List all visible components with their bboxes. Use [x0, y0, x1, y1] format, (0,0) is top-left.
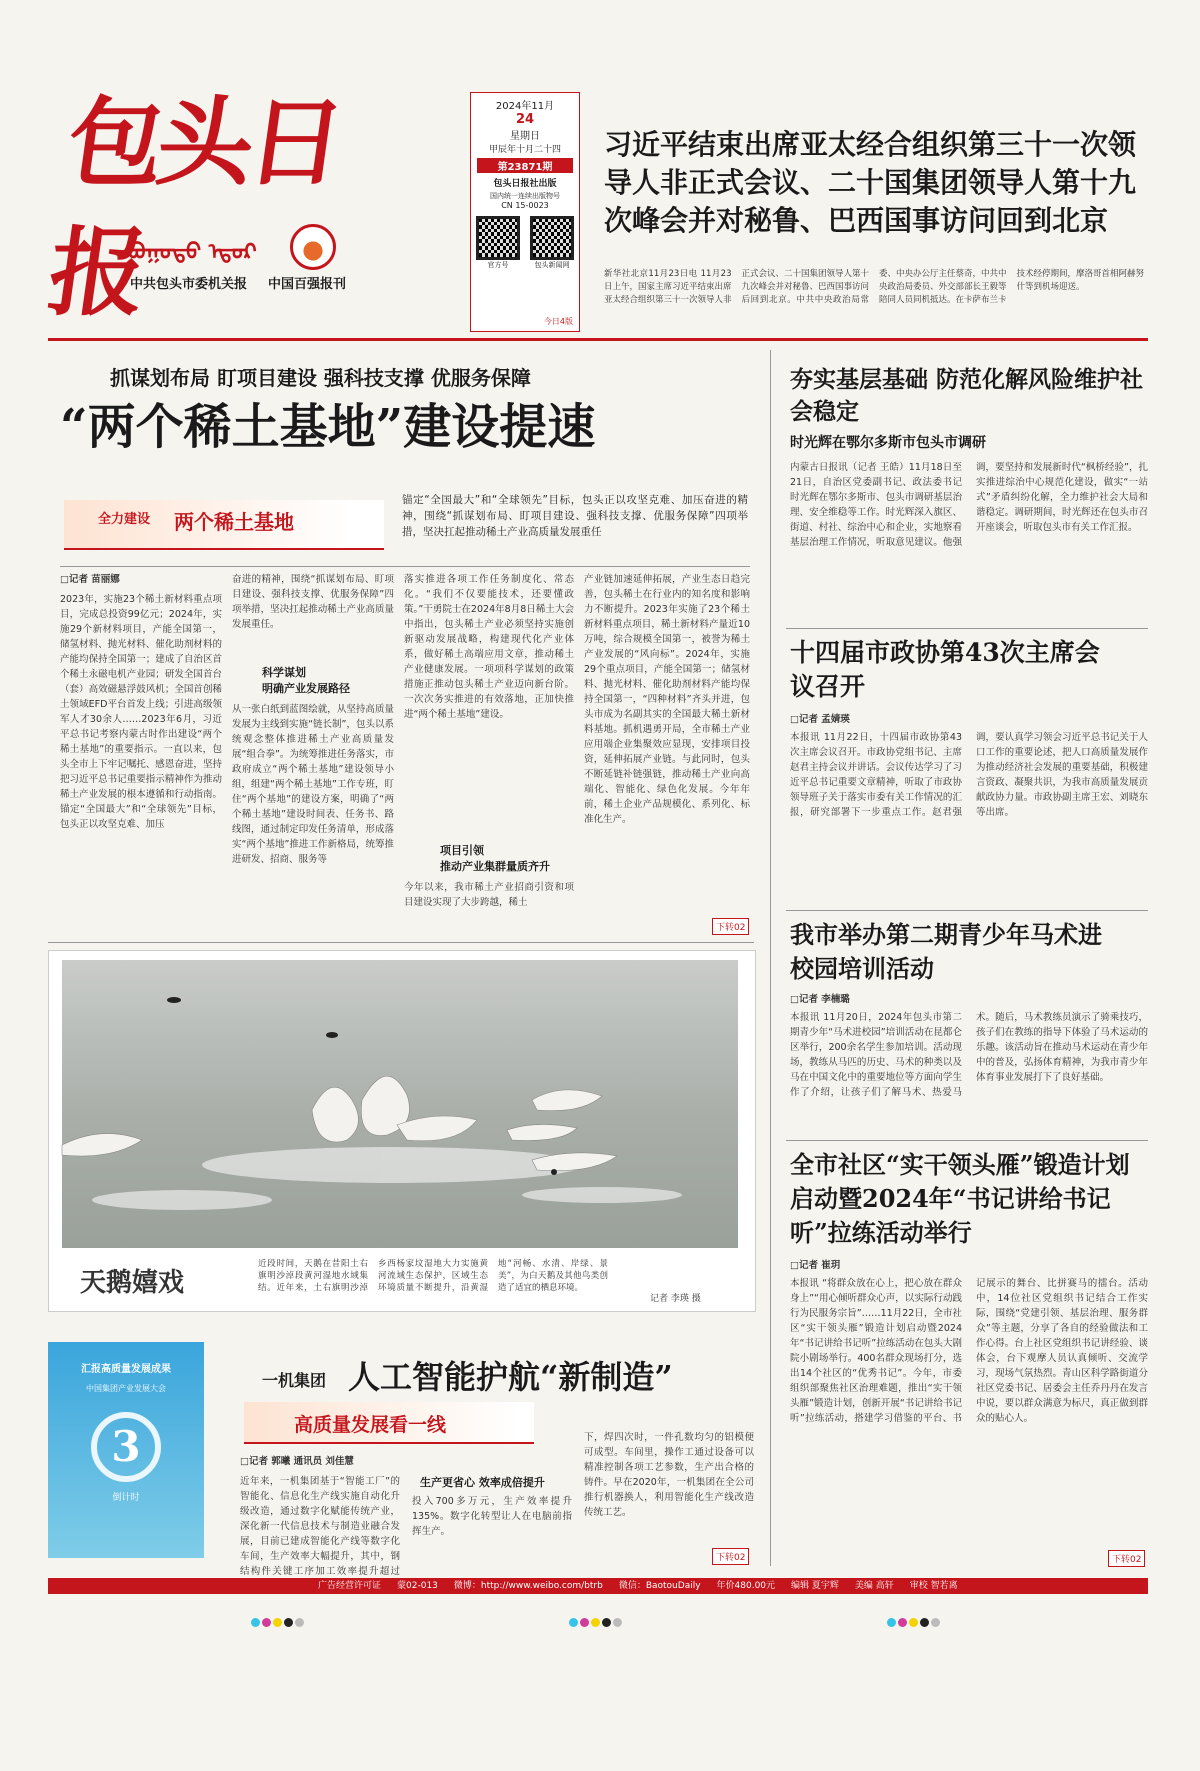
swan-photo[interactable]	[62, 960, 738, 1248]
lead-byline: □记者 苗丽娜	[60, 574, 120, 585]
lead-jump-link[interactable]: 下转02	[712, 918, 749, 935]
lead-banner-title: 两个稀土基地	[174, 510, 294, 534]
ai-story-kicker: 一机集团	[262, 1371, 327, 1390]
footer-wechat[interactable]: 微信：BaotouDaily	[618, 1581, 701, 1591]
footer-art: 美编 高轩	[854, 1581, 894, 1591]
issue-code-line1: 国内统一连续出版物号	[490, 192, 560, 200]
lead-column-3b: 今年以来，我市稀土产业招商引资和项目建设实现了大步跨越，稀土	[404, 882, 574, 908]
right-divider-1	[786, 628, 1148, 629]
masthead-logo: 包头日报	[41, 86, 347, 329]
issue-weekday: 星期日	[510, 131, 540, 142]
right4-headline[interactable]: 全市社区“实干领头雁”锻造计划启动暨2024年“书记讲给书记听”拉练活动举行	[790, 1150, 1130, 1247]
lead-column-1: 2023年，实施23个稀土新材料重点项目，完成总投资99亿元；2024年，实施29个新材料项目，产能全国第一，储氢材料、抛光材料、催化助剂材料的产能均保持全国第一；建成了自治区首个稀土永磁电机产业园；研发全国首台（套）高效磁悬浮鼓风机；全国首创稀土领域EFD平台首发上线；引进高级领军人才30余人……2023年6月，习近平总书记考察内蒙古时作出建设“两个稀土基地”的重要指示。一直以来，包头全市上下牢记嘱托、感恩奋进，坚持把习近平总书记重要指示精神作为推动稀土产业发展的根本遵循和行动指南。锚定“全国最大”和“全球领先”目标，包头正以攻坚克难、加压	[60, 594, 222, 830]
footer-proof: 审校 智若离	[909, 1581, 958, 1591]
ai-story-headline[interactable]: 人工智能护航“新制造”	[348, 1358, 673, 1396]
right3-headline[interactable]: 我市举办第二期青少年马术进校园培训活动	[790, 920, 1102, 983]
right-divider-3	[786, 1140, 1148, 1141]
issue-day: 24	[515, 112, 535, 127]
masthead-subtitle-right: 中国百强报刊	[268, 277, 347, 292]
ai-story-banner	[244, 1402, 534, 1444]
ai-story-jump-link[interactable]: 下转02	[712, 1548, 749, 1565]
lead-column-3: 落实推进各项工作任务制度化、常态化。“我们不仅要能技术，还要懂政策。”干勇院士在2024年8月8日稀土大会中指出，包头稀土产业必须坚持实施创新驱动发展战略，构建现代化产业体系，做好稀土高端应用文章，推动稀土产业健康发展。一项项科学谋划的政策措施正推动包头稀土产业迈向新台阶。一次次务实推进的有效落地，正加快推进“两个稀土基地”建设。	[404, 574, 574, 720]
issue-code-line2: CN 15-0023	[501, 201, 549, 210]
lead-intro-divider	[60, 566, 750, 567]
promo-number: 3	[111, 1422, 141, 1471]
footer-editor: 编辑 夏宇辉	[791, 1581, 839, 1591]
ai-story-banner-label: 高质量发展看一线	[294, 1414, 447, 1436]
photo-credit: 记者 李瑛 摄	[650, 1294, 701, 1304]
lead-subhead-2b: 推动产业集群量质齐升	[440, 860, 550, 873]
lead-subhead-1b: 明确产业发展路径	[262, 682, 350, 695]
promo-subtitle: 中国集团产业发展大会	[86, 1384, 166, 1393]
right-divider-2	[786, 910, 1148, 911]
right2-headline[interactable]: 十四届市政协第43次主席会议召开	[790, 638, 1100, 701]
issue-year-month: 2024年11月	[495, 101, 555, 112]
issue-infobox	[470, 92, 580, 332]
top-story-headline[interactable]: 习近平结束出席亚太经合组织第三十一次领导人非正式会议、二十国集团领导人第十九次峰会并对秘鲁、巴西国事访问回到北京	[604, 128, 1137, 237]
masthead-mongolian: ᠪᠣᠭᠣᠲᠣ ᠡᠳᠦᠷ	[128, 240, 257, 265]
footer-price: 年价480.00元	[716, 1581, 776, 1591]
footer-permit: 蒙02-013	[397, 1581, 438, 1591]
qr2-label: 包头新闻网	[534, 261, 570, 269]
lead-subhead-1: 科学谋划	[262, 666, 306, 679]
qr1-label: 官方号	[487, 261, 509, 269]
ai-story-subhead: 生产更省心 效率成倍提升	[420, 1476, 545, 1489]
right4-text: 本报讯 “将群众放在心上，把心放在群众身上”“用心倾听群众心声，以实际行动践行为民服务宗旨”……11月22日，全市社区“实干领头雁”锻造计划启动暨2024年“书记讲给书记听”拉练活动在包头大剧院小剧场举行。400名群众现场打分，选出14个社区的“优秀书记”。今年，市委组织部聚焦社区治理难题，推出“实干领头雁”锻造计划，创新开展“书记讲给书记听”拉练活动，搭建学习借鉴的平台、书记展示的舞台、比拼赛马的擂台。活动中，14位社区党组织书记结合工作实际，围绕“党建引领、基层治理、服务群众”等主题，分享了各自的经验做法和工作心得。台上社区党组织书记讲经验、谈体会，台下观摩人员认真倾听、交流学习，现场气氛热烈。青山区科学路街道分社区党委书记、居委会主任乔丹丹在发言中说，要以群众满意为标尺，真正做到群众的贴心人。	[790, 1278, 1148, 1424]
ai-story-byline: □记者 郭曦 通讯员 刘佳慧	[240, 1456, 354, 1467]
lead-column-4: 产业链加速延伸拓展，产业生态日趋完善，包头稀土在行业内的知名度和影响力不断提升。2023年实施了23个稀土新材料重点项目，稀土新材料产量近10万吨，综合规模全国第一，被誉为稀土产业发展的“风向标”。2024年，实施29个重点项目，产能全国第一；储氢材料、抛光材料、催化助剂材料产能均保持全国第一，“四种材料”齐头并进，包头市成为名副其实的全国最大稀土新材料基地。抓机遇勇开局，全市稀土产业应用端企业集聚效应显现，安排项目投资，延伸拓展产业链。与此同时，包头不断延链补链强链，推动稀土产业向高端化、智能化、绿色化发展。今年年前，稀土企业产品规模化、系列化、标准化生产。	[584, 574, 750, 825]
right1-text: 内蒙古日报讯（记者 王皓）11月18日至21日，自治区党委副书记、政法委书记时光辉在鄂尔多斯市、包头市调研基层治理、安全维稳等工作。时光辉深入旗区、街道、村社、综治中心和企业，实地察看基层治理工作情况，听取意见建议。他强调，要坚持和发展新时代“枫桥经验”，扎实推进综治中心规范化建设，做实“一站式”矛盾纠纷化解，全力维护社会大局和谐稳定。调研期间，时光辉还在包头市召开座谈会，听取包头市有关工作汇报。	[790, 462, 1148, 548]
right2-text: 本报讯 11月22日，十四届市政协第43次主席会议召开。市政协党组书记、主席赵君主持会议并讲话。会议传达学习了习近平总书记重要文章精神，听取了市政协领导班子关于落实市委有关工作情况的汇报，研究部署下一步重点工作。赵君强调，要认真学习领会习近平总书记关于人口工作的重要论述，把人口高质量发展作为推动经济社会发展的重要基础，积极建言资政、凝聚共识，为我市高质量发展贡献政协力量。市政协副主席王宏、刘晓东等出席。	[790, 732, 1148, 818]
promo-label: 倒计时	[112, 1493, 140, 1503]
color-registration-marks-center	[568, 1612, 623, 1631]
promo-title: 汇报高质量发展成果	[81, 1364, 171, 1375]
issue-lunar: 甲辰年十月二十四	[488, 145, 561, 155]
qr-code-icon[interactable]	[530, 216, 574, 260]
photo-caption: 近段时间，天鹅在昔阳土右旗明沙淖段黄河湿地水域集结。近年来，土右旗明沙淖乡西杨家坟湿地大力实施黄河流域生态保护，区域生态环境质量不断提升，沿黄湿地“河畅、水清、岸绿、景美”，为白天鹅及其他鸟类创造了适宜的栖息环境。	[258, 1259, 608, 1293]
masthead-subtitle-left: 中共包头市委机关报	[130, 277, 248, 292]
right3-byline: □记者 李楠璐	[790, 994, 850, 1005]
right-column-divider	[770, 350, 771, 1566]
promo-box[interactable]	[48, 1342, 204, 1558]
qr-code-icon[interactable]	[476, 216, 520, 260]
right1-subhead: 时光辉在鄂尔多斯市包头市调研	[790, 435, 986, 451]
issue-publisher: 包头日报社出版	[493, 179, 557, 189]
ai-story-column-3: 下，焊四次时，一件孔数均匀的铝模便可成型。车间里，操作工通过设备可以精准控制各项工艺参数，生产出合格的铸件。早在2020年，一机集团在全公司推行机器换人，利用智能化生产线改造传统工艺。	[584, 1432, 754, 1518]
lead-kicker: 抓谋划布局 盯项目建设 强科技支撑 优服务保障	[110, 366, 531, 390]
lead-intro: 锚定“全国最大”和“全球领先”目标，包头正以攻坚克难、加压奋进的精神，围绕“抓谋划布局、盯项目建设、强科技支撑、优服务保障”四项举措，坚决扛起推动稀土产业高质量发展重任	[402, 494, 748, 538]
lead-banner-label: 全力建设	[98, 512, 151, 527]
lead-bottom-divider	[48, 942, 754, 943]
right4-byline: □记者 崔玥	[790, 1260, 841, 1271]
lead-headline[interactable]: “两个稀土基地”建设提速	[60, 399, 596, 455]
footer-license: 广告经营许可证	[318, 1581, 382, 1591]
lead-banner	[64, 500, 384, 550]
lead-column-2b: 从一张白纸到蓝图绘就，从坚持高质量发展为主线到实施“链长制”，包头以系统观念整体推进稀土产业高质量发展“组合拳”。为统筹推进任务落实，市政府成立“两个稀土基地”建设领导小组，组建“两个稀土基地”工作专班，盯住“两个基地”的建设方案，明确了“两个稀土基地”建设时间表、任务书、路线图，通过制定印发任务清单，形成落实“两个基地”推进工作新格局，统筹推进研发、招商、服务等	[232, 704, 394, 865]
color-registration-marks-left	[250, 1612, 305, 1631]
right4-jump-link[interactable]: 下转02	[1108, 1550, 1145, 1567]
top-story-text: 新华社北京11月23日电 11月23日上午，国家主席习近平结束出席亚太经合组织第三十一次领导人非正式会议、二十国集团领导人第十九次峰会并对秘鲁、巴西国事访问后回到北京。中共中央政治局常委、中央办公厅主任蔡奇，中共中央政治局委员、外交部部长王毅等陪同人员同机抵达。在卡萨布兰卡技术经停期间，摩洛哥首相阿赫努什等到机场迎送。	[604, 269, 1145, 305]
lead-subhead-2: 项目引领	[440, 844, 484, 857]
masthead-emblem-icon	[290, 224, 336, 270]
footer-weibo[interactable]: 微博：http://www.weibo.com/btrb	[453, 1581, 603, 1591]
issue-number: 第23871期	[477, 158, 573, 173]
right3-text: 本报讯 11月20日，2024年包头市第二期青少年“马术进校园”培训活动在昆都仑区举行，200余名学生参加培训。活动现场，教练从马匹的历史、马术的种类以及马在中国文化中的重要地位等方面向学生作了介绍，让孩子们了解马术、热爱马术。随后，马术教练员演示了骑乘技巧，孩子们在教练的指导下体验了马术运动的乐趣。该活动旨在推动马术运动在青少年中的普及，弘扬体育精神，为我市青少年体育事业发展打下了良好基础。	[790, 1012, 1148, 1098]
right1-headline[interactable]: 夯实基层基础 防范化解风险维护社会稳定	[790, 366, 1144, 425]
issue-pages: 今日4版	[543, 317, 573, 326]
photo-caption-title: 天鹅嬉戏	[80, 1268, 185, 1298]
lead-column-2: 奋进的精神，围绕“抓谋划布局、盯项目建设、强科技支撑、优服务保障”四项举措，坚决扛起推动稀土产业高质量发展重任。	[232, 574, 394, 630]
right2-byline: □记者 孟婧瑛	[790, 714, 850, 725]
footer-bar	[48, 1578, 1148, 1594]
ai-story-column-2: 投入700多万元，生产效率提升135%。数字化转型让人在电脑前指挥生产。	[412, 1496, 572, 1537]
color-registration-marks-right	[886, 1612, 941, 1631]
ai-story-column-1: 近年来，一机集团基于“智能工厂”的智能化、信息化生产线实施自动化升级改造，通过数字化赋能传统产业，深化新一代信息技术与制造业融合发展，目前已建成智能化产线等数字化车间，生产效率大幅提升，其中，钢结构件关键工序加工效率提升超过	[240, 1476, 400, 1577]
masthead-divider	[48, 338, 1148, 341]
